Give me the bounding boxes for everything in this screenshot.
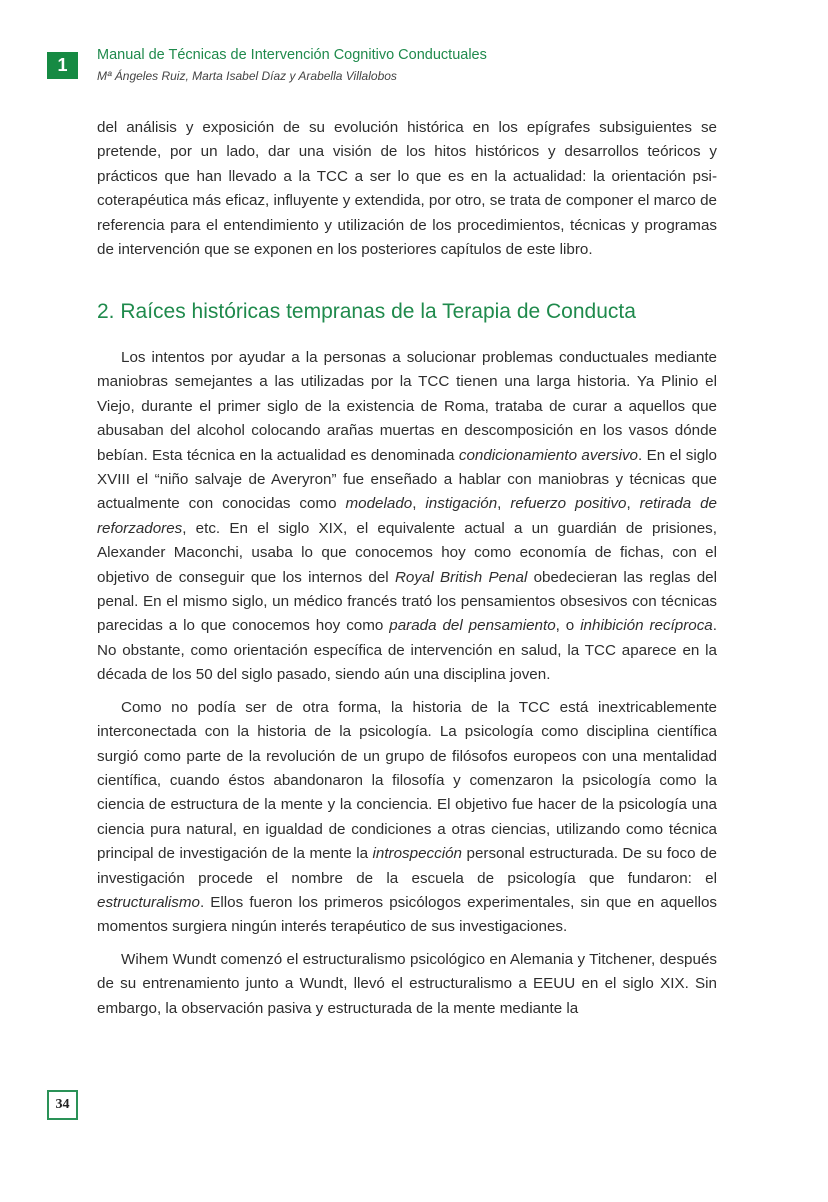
page-number: 34 <box>55 1097 70 1112</box>
section-body <box>97 346 717 1029</box>
paragraph-2: Como no podía ser de otra forma, la historia de la TCC está inextricablemente interconectada con la historia de la psicología. La psicología como disciplina científica surgió como parte de la revolución de un grupo de filósofos europeos con una mentalidad científica, cuando éstos abandonaron la filosofía y comenzaron la psicología como la ciencia de estructura de la mente y la conciencia. El objetivo fue hacer de la psicología una ciencia pura natural, en igualdad de condiciones a otras ciencias, utilizando como técnica principal de investigación de la mente la introspección personal estructurada. De su foco de investigación procede el nombre de la escuela de psicología que fundaron: el estructuralismo. Ellos fueron los primeros psicólogos experimentales, sin que en aquellos momentos surgiera ningún interés terapéutico de sus investigaciones. <box>97 698 717 936</box>
emphasis-term: parada del pensamiento <box>389 617 556 635</box>
emphasis-term: modelado <box>345 495 413 513</box>
emphasis-term: Royal British Penal <box>394 568 528 586</box>
section-heading: 2. Raíces históricas tempranas de la Terapia de Conducta <box>97 300 636 323</box>
chapter-number: 1 <box>57 55 68 75</box>
emphasis-term: retirada de reforzadores <box>97 495 717 537</box>
emphasis-term: estructuralismo <box>97 893 200 911</box>
running-header-title: Manual de Técnicas de Intervención Cognitivo Conductuales <box>97 47 487 63</box>
emphasis-term: inhibición recíproca <box>580 617 713 635</box>
page-number-box <box>47 1090 78 1120</box>
paragraph-3: Wihem Wundt comenzó el estructuralismo psicológico en Alemania y Titchener, después de su entrenamiento junto a Wundt, llevó el estructuralismo a EEUU en el siglo XIX. Sin embargo, la observación pasiva y estructurada de la mente mediante la <box>97 950 717 1017</box>
paragraph-1: Los intentos por ayudar a la personas a solucionar problemas conductuales mediante maniobras semejantes a las utilizadas por la TCC tienen una larga historia. Ya Plinio el Viejo, durante el primer siglo de la existencia de Roma, trataba de curar a aquellos que abusaban del alcohol colocando arañas muertas en descomposición en los vasos dónde bebían. Esta técnica en la actualidad es denominada condicionamiento aversivo. En el siglo XVIII el “niño salvaje de Averyron” fue enseñado a hablar con maniobras y técnicas que actualmente con conocidas como modelado, instigación, refuerzo positivo, retirada de reforzadores, etc. En el siglo XIX, el equivalente actual a un guardián de prisiones, Alexander Maconchi, usaba lo que conocemos hoy como economía de fichas, con el objetivo de conseguir que los internos del Royal British Penal obedecieran las reglas del penal. En el mismo siglo, un médico francés trató los pensamientos obsesivos con técnicas parecidas a lo que conocemos hoy como parada del pensamiento, o inhibición recíproca. No obstante, como orientación específica de intervención en salud, la TCC aparece en la década de los 50 del siglo pasado, siendo aún una disciplina joven. <box>97 349 717 684</box>
emphasis-term: condicionamiento aversivo <box>458 446 638 464</box>
intro-text-block <box>97 116 717 270</box>
emphasis-term: introspección <box>372 845 463 863</box>
intro-paragraph: del análisis y exposición de su evolución histórica en los epígrafes subsiguientes se pretende, por un lado, dar una visión de los hitos históricos y desarrollos teóricos y prácticos que han llevado a la TCC a ser lo que es en la actualidad: la orientación psicoterapéutica más eficaz, influyente y extendida, por otro, se trata de componer el marco de referencia para el entendimiento y utilización de los procedimientos, técnicas y programas de intervención que se exponen en los posteriores capítulos de este libro. <box>97 119 717 259</box>
emphasis-term: instigación <box>425 495 498 513</box>
emphasis-term: refuerzo positivo <box>510 495 627 513</box>
running-header-authors: Mª Ángeles Ruiz, Marta Isabel Díaz y Arabella Villalobos <box>97 69 397 83</box>
chapter-number-badge <box>47 52 78 79</box>
